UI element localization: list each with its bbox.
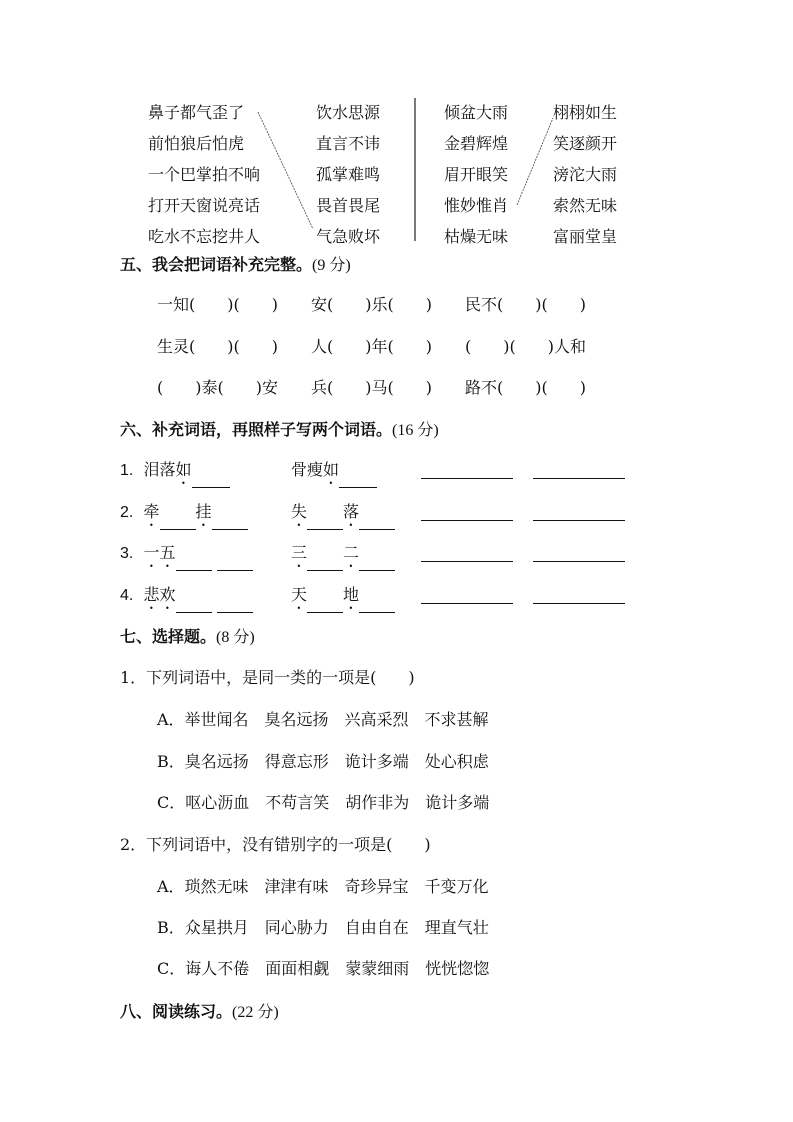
option-b[interactable]: B．臭名远扬 得意忘形 诡计多端 处心积虑 (157, 752, 489, 771)
answer-blank[interactable] (421, 462, 513, 479)
match-item[interactable]: 滂沱大雨 (553, 165, 618, 184)
word: 泪落 (143, 460, 176, 479)
fill-item[interactable]: 民不( )( ) (465, 295, 586, 314)
item-3 (120, 543, 253, 571)
item-2b (291, 502, 395, 530)
word: 落 (343, 502, 360, 521)
answer-blank[interactable] (533, 504, 625, 521)
match-line (258, 112, 313, 229)
item-4b (291, 585, 395, 613)
match-item[interactable]: 栩栩如生 (553, 103, 618, 122)
blank[interactable] (359, 513, 395, 530)
item-4 (120, 585, 253, 613)
match-item[interactable]: 鼻子都气歪了 (148, 103, 245, 122)
match-item[interactable]: 枯燥无味 (444, 227, 509, 246)
match-item[interactable]: 金碧辉煌 (444, 134, 509, 153)
blank[interactable] (192, 471, 230, 488)
match-item[interactable]: 富丽堂皇 (553, 227, 618, 246)
match-item[interactable]: 前怕狼后怕虎 (148, 134, 245, 153)
section-8-heading: 八、阅读练习。(22 分) (120, 1002, 279, 1021)
word: 二 (343, 543, 360, 562)
blank[interactable] (307, 554, 343, 571)
match-lines (0, 0, 793, 260)
word: 天 (291, 585, 308, 604)
item-3b (291, 543, 395, 571)
word: 如 (175, 460, 192, 479)
fill-item[interactable]: ( )( )人和 (465, 337, 586, 356)
question-1: 1．下列词语中，是同一类的一项是( ) (120, 668, 415, 687)
answer-blank[interactable] (421, 545, 513, 562)
option-c[interactable]: C．诲人不倦 面面相觑 蒙蒙细雨 恍恍惚惚 (157, 959, 490, 978)
word: 骨瘦 (291, 460, 324, 479)
item-number: 1. (120, 462, 134, 479)
blank[interactable] (217, 554, 253, 571)
item-number: 2. (120, 504, 134, 521)
word: 五 (159, 543, 176, 562)
answer-blank[interactable] (533, 545, 625, 562)
blank[interactable] (339, 471, 377, 488)
section-6-heading: 六、补充词语，再照样子写两个词语。(16 分) (120, 420, 439, 439)
word: 挂 (195, 502, 212, 521)
word: 悲欢 (143, 585, 176, 604)
match-item[interactable]: 直言不讳 (316, 134, 381, 153)
blank[interactable] (307, 596, 343, 613)
fill-item[interactable]: 一知( )( ) (157, 295, 278, 314)
option-b[interactable]: B．众星拱月 同心胁力 自由自在 理直气壮 (157, 918, 489, 937)
answer-blank[interactable] (533, 587, 625, 604)
fill-item[interactable]: 路不( )( ) (465, 378, 586, 397)
item-1b (291, 460, 377, 488)
option-c[interactable]: C．呕心沥血 不苟言笑 胡作非为 诡计多端 (157, 793, 490, 812)
answer-blank[interactable] (421, 504, 513, 521)
match-item[interactable]: 一个巴掌拍不响 (148, 165, 261, 184)
word: 如 (323, 460, 340, 479)
item-1 (120, 460, 230, 488)
blank[interactable] (212, 513, 248, 530)
match-item[interactable]: 打开天窗说亮话 (148, 196, 261, 215)
fill-item[interactable]: 安( )乐( ) (311, 295, 432, 314)
item-number: 4. (120, 587, 134, 604)
blank[interactable] (176, 554, 212, 571)
match-item[interactable]: 孤掌难鸣 (316, 165, 381, 184)
match-item[interactable]: 倾盆大雨 (444, 103, 509, 122)
blank[interactable] (307, 513, 343, 530)
section-7-heading: 七、选择题。(8 分) (120, 627, 255, 646)
match-line (517, 118, 553, 205)
match-item[interactable]: 索然无味 (553, 196, 618, 215)
match-item[interactable]: 笑逐颜开 (553, 134, 618, 153)
answer-blank[interactable] (421, 587, 513, 604)
option-a[interactable]: A．琐然无味 津津有味 奇珍异宝 千变万化 (157, 877, 489, 896)
section-5-heading: 五、我会把词语补充完整。(9 分) (120, 255, 351, 274)
word: 三 (291, 543, 308, 562)
answer-blank[interactable] (533, 462, 625, 479)
fill-item[interactable]: 生灵( )( ) (157, 337, 278, 356)
word: 牵 (143, 502, 160, 521)
item-number: 3. (120, 545, 134, 562)
blank[interactable] (176, 596, 212, 613)
match-item[interactable]: 吃水不忘挖井人 (148, 227, 261, 246)
word: 地 (343, 585, 360, 604)
fill-item[interactable]: 兵( )马( ) (311, 378, 432, 397)
word: 一 (143, 543, 160, 562)
blank[interactable] (359, 596, 395, 613)
word: 失 (291, 502, 308, 521)
question-2: 2．下列词语中，没有错别字的一项是( ) (120, 835, 431, 854)
blank[interactable] (160, 513, 196, 530)
match-item[interactable]: 惟妙惟肖 (444, 196, 509, 215)
blank[interactable] (359, 554, 395, 571)
match-item[interactable]: 气急败坏 (316, 227, 381, 246)
match-item[interactable]: 眉开眼笑 (444, 165, 509, 184)
blank[interactable] (217, 596, 253, 613)
fill-item[interactable]: 人( )年( ) (311, 337, 432, 356)
item-2 (120, 502, 248, 530)
fill-item[interactable]: ( )泰( )安 (157, 378, 278, 397)
match-item[interactable]: 畏首畏尾 (316, 196, 381, 215)
match-item[interactable]: 饮水思源 (316, 103, 381, 122)
option-a[interactable]: A．举世闻名 臭名远扬 兴高采烈 不求甚解 (157, 710, 489, 729)
